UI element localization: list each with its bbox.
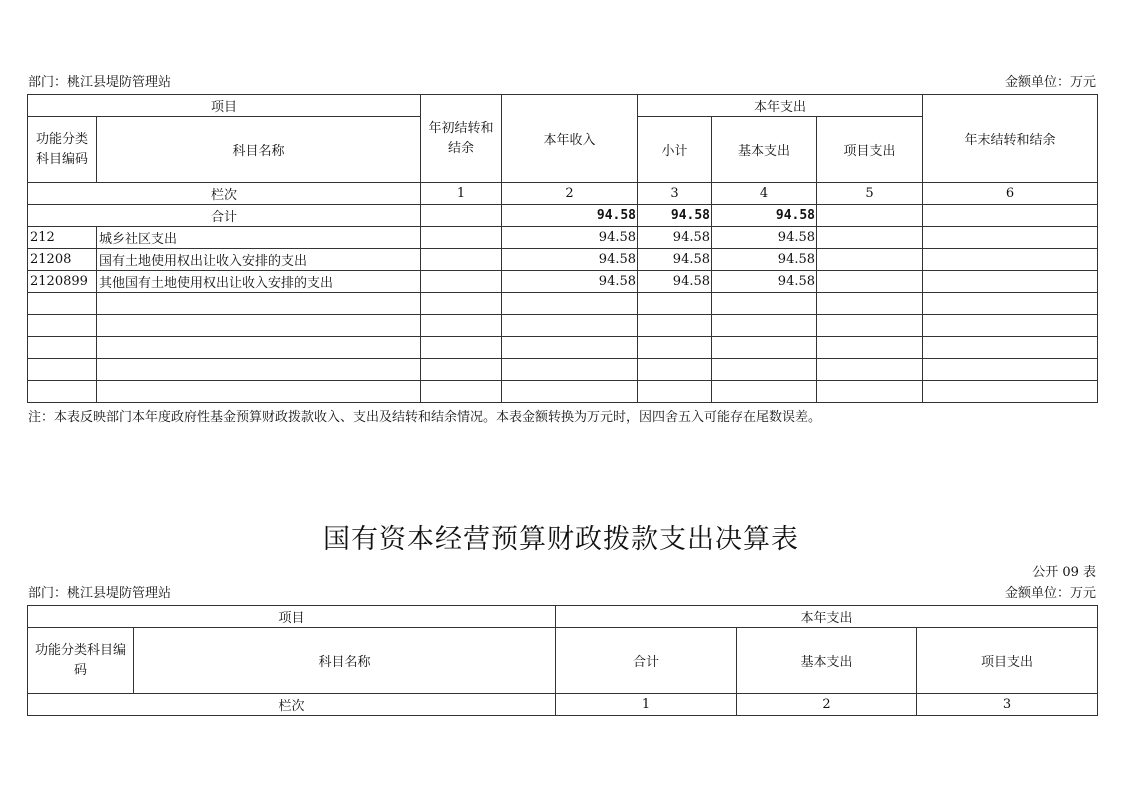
- header-income: 本年收入: [502, 95, 638, 183]
- col-num: 2: [502, 183, 638, 205]
- col-num: 1: [421, 183, 502, 205]
- dept-label: 部门：桃江县堤防管理站: [28, 586, 172, 601]
- column-number-row: [28, 694, 1098, 716]
- empty-row: [28, 293, 1098, 315]
- table-row: [28, 227, 1098, 249]
- header-basic: 基本支出: [712, 117, 817, 183]
- state-capital-table: [27, 605, 1098, 716]
- total-label: 合计: [28, 205, 421, 227]
- cell-empty: [923, 205, 1098, 227]
- empty-row: [28, 381, 1098, 403]
- col-label: 栏次: [28, 694, 556, 716]
- header-name: 科目名称: [134, 628, 556, 694]
- cell-empty: [421, 271, 502, 293]
- row-subtotal: 94.58: [638, 227, 712, 249]
- header-code: 功能分类科目编码: [28, 628, 134, 694]
- row-code: 212: [28, 227, 97, 249]
- cell-empty: [923, 271, 1098, 293]
- row-name: 国有土地使用权出让收入安排的支出: [97, 249, 421, 271]
- row-income: 94.58: [502, 271, 638, 293]
- empty-row: [28, 337, 1098, 359]
- empty-row: [28, 359, 1098, 381]
- row-name: 城乡社区支出: [97, 227, 421, 249]
- header-item: 项目支出: [917, 628, 1098, 694]
- header-basic: 基本支出: [737, 628, 917, 694]
- col-num: 5: [817, 183, 923, 205]
- empty-row: [28, 315, 1098, 337]
- row-income: 94.58: [502, 249, 638, 271]
- cell-empty: [421, 205, 502, 227]
- col-num: 2: [737, 694, 917, 716]
- row-basic: 94.58: [712, 227, 817, 249]
- row-code: 21208: [28, 249, 97, 271]
- header-project: 项目: [28, 95, 421, 117]
- header-code: 功能分类科目编码: [28, 117, 97, 183]
- table-note: 注：本表反映部门本年度政府性基金预算财政拨款收入、支出及结转和结余情况。本表金额转换为万元时，因四舍五入可能存在尾数误差。: [28, 410, 822, 425]
- cell-empty: [923, 227, 1098, 249]
- cell-empty: [923, 249, 1098, 271]
- total-basic: 94.58: [712, 205, 817, 227]
- page-title: 国有资本经营预算财政拨款支出决算表: [323, 524, 799, 555]
- cell-empty: [421, 227, 502, 249]
- fund-budget-table: [27, 94, 1098, 403]
- header-total: 合计: [556, 628, 737, 694]
- dept-label: 部门：桃江县堤防管理站: [28, 75, 172, 90]
- row-code: 2120899: [28, 271, 97, 293]
- col-label: 栏次: [28, 183, 421, 205]
- row-income: 94.58: [502, 227, 638, 249]
- row-name: 其他国有土地使用权出让收入安排的支出: [97, 271, 421, 293]
- table-row: [28, 249, 1098, 271]
- form-number: 公开 09 表: [1032, 565, 1096, 580]
- header-name: 科目名称: [97, 117, 421, 183]
- table-row: [28, 271, 1098, 293]
- row-basic: 94.58: [712, 271, 817, 293]
- cell-empty: [817, 249, 923, 271]
- col-num: 3: [638, 183, 712, 205]
- total-subtotal: 94.58: [638, 205, 712, 227]
- total-income: 94.58: [502, 205, 638, 227]
- cell-empty: [817, 227, 923, 249]
- cell-empty: [817, 205, 923, 227]
- row-subtotal: 94.58: [638, 249, 712, 271]
- column-number-row: [28, 183, 1098, 205]
- col-num: 1: [556, 694, 737, 716]
- row-basic: 94.58: [712, 249, 817, 271]
- header-carry-begin: 年初结转和结余: [421, 95, 502, 183]
- col-num: 4: [712, 183, 817, 205]
- unit-label: 金额单位：万元: [1004, 75, 1096, 90]
- header-carry-end: 年末结转和结余: [923, 95, 1098, 183]
- cell-empty: [421, 249, 502, 271]
- header-subtotal: 小计: [638, 117, 712, 183]
- unit-label: 金额单位：万元: [1004, 586, 1096, 601]
- header-project: 项目: [28, 606, 556, 628]
- col-num: 6: [923, 183, 1098, 205]
- row-subtotal: 94.58: [638, 271, 712, 293]
- total-row: [28, 205, 1098, 227]
- header-item: 项目支出: [817, 117, 923, 183]
- header-expense: 本年支出: [638, 95, 923, 117]
- col-num: 3: [917, 694, 1098, 716]
- cell-empty: [817, 271, 923, 293]
- header-expense: 本年支出: [556, 606, 1098, 628]
